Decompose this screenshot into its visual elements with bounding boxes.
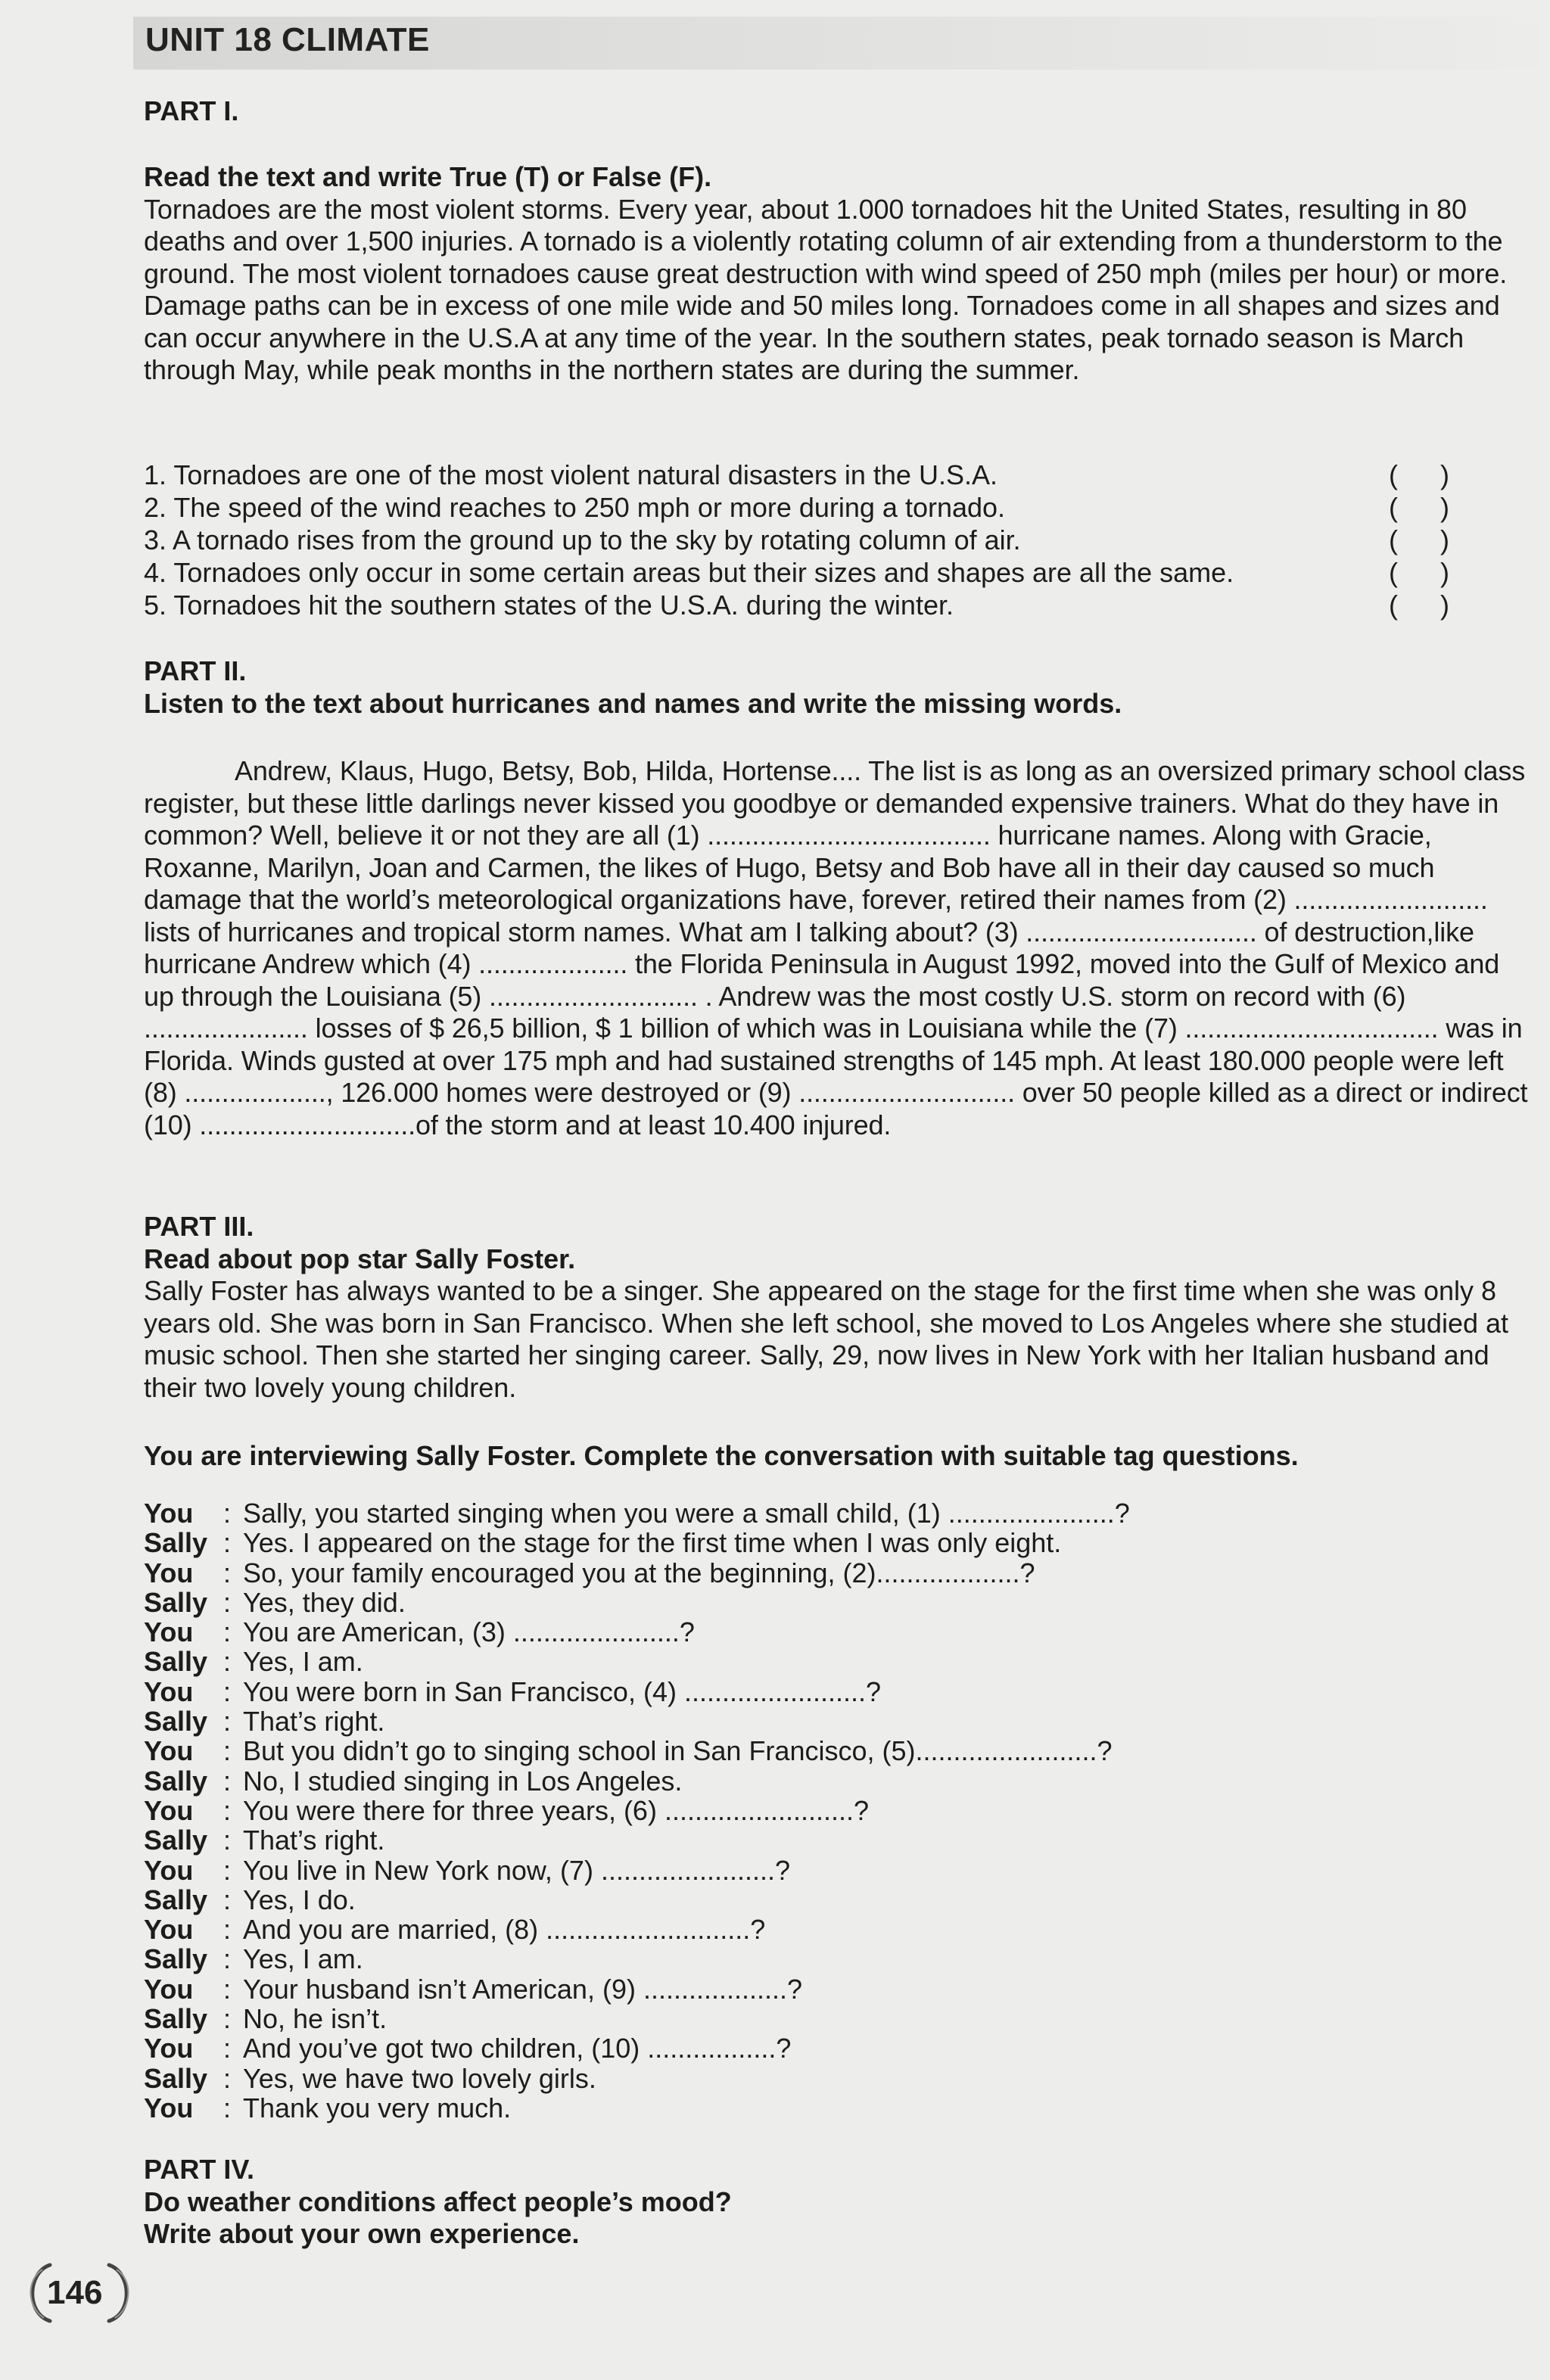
line-text: Yes, I do.	[243, 1884, 356, 1915]
speaker: You	[144, 1854, 194, 1886]
statement-text: 5. Tornadoes hit the southern states of the U.S.A. during the winter.	[144, 590, 954, 621]
answer-blank[interactable]: ( )	[1389, 557, 1449, 588]
statement-1	[144, 459, 1530, 492]
statement-text: 3. A tornado rises from the ground up to the sky by rotating column of air.	[144, 524, 1021, 555]
statement-3	[144, 524, 1530, 557]
page-number: 146	[47, 2274, 103, 2311]
speaker: You	[144, 1735, 194, 1767]
answer-blank[interactable]: ( )	[1389, 524, 1449, 555]
statement-2	[144, 492, 1530, 524]
line-text: No, he isn’t.	[243, 2003, 388, 2035]
speaker: Sally	[144, 1586, 208, 1618]
speaker: Sally	[144, 2062, 208, 2094]
speaker: Sally	[144, 1527, 208, 1559]
part-2-cloze	[144, 755, 1530, 1141]
line-text: But you didn’t go to singing school in San Francisco, (5)........................?	[243, 1735, 1113, 1767]
dialogue-line: Sally : That’s right.	[144, 1706, 385, 1738]
line-text: So, your family encouraged you at the beginning, (2)...................?	[243, 1557, 1035, 1588]
statement-text: 4. Tornadoes only occur in some certain areas but their sizes and shapes are all the same.	[144, 557, 1234, 588]
part-1-instruction: Read the text and write True (T) or False (F).	[144, 161, 712, 192]
speaker: You	[144, 1675, 194, 1707]
part-3-reading-text: Sally Foster has always wanted to be a singer. She appeared on the stage for the first time when she was only 8 years old. She was born in San Francisco. When she left school, she moved to Los Angeles where she studied at music school. Then she started her singing career. Sally, 29, now lives in New York with her Italian husband and their two lovely young children.	[144, 1275, 1509, 1403]
statement-4	[144, 557, 1530, 590]
speaker: Sally	[144, 1884, 208, 1915]
dialogue-line: You : You were born in San Francisco, (4) ........................?	[144, 1675, 882, 1707]
dialogue-line: You : Sally, you started singing when you were a small child, (1) ......................?	[144, 1498, 1130, 1529]
dialogue-line: Sally : That’s right.	[144, 1825, 385, 1856]
line-text: Thank you very much.	[243, 2092, 512, 2123]
part-1-label: PART I.	[144, 95, 239, 126]
line-text: And you’ve got two children, (10) .................?	[243, 2033, 792, 2064]
line-text: You were there for three years, (6) .........................?	[243, 1794, 870, 1826]
dialogue-line: You : And you are married, (8) ...........................?	[144, 1914, 766, 1946]
part-3-label: PART III.	[144, 1211, 254, 1242]
line-text: You are American, (3) ......................?	[243, 1616, 695, 1648]
speaker: Sally	[144, 1706, 208, 1738]
part-2-label: PART II.	[144, 655, 247, 686]
speaker: Sally	[144, 1765, 208, 1797]
speaker: You	[144, 1616, 194, 1648]
answer-blank[interactable]: ( )	[1389, 492, 1449, 523]
statement-5	[144, 590, 1530, 622]
speaker: Sally	[144, 1825, 208, 1856]
line-text: Yes, they did.	[243, 1586, 406, 1618]
speaker: Sally	[144, 1943, 208, 1975]
dialogue-line: Sally : Yes, we have two lovely girls.	[144, 2062, 596, 2094]
part-3-instruction: Read about pop star Sally Foster.	[144, 1243, 576, 1274]
part-1-statements	[144, 459, 1530, 622]
part-4-label: PART IV.	[144, 2154, 255, 2185]
line-text: Yes. I appeared on the stage for the first time when I was only eight.	[243, 1527, 1062, 1559]
dialogue-line: Sally : No, I studied singing in Los Angeles.	[144, 1765, 683, 1797]
speaker: You	[144, 1557, 194, 1588]
dialogue-line: You : Your husband isn’t American, (9) ...................?	[144, 1973, 803, 2005]
speaker: You	[144, 1973, 194, 2005]
unit-title: UNIT 18 CLIMATE	[145, 21, 430, 58]
speaker: You	[144, 2033, 194, 2064]
line-text: You were born in San Francisco, (4) ........................?	[243, 1675, 882, 1707]
dialogue-line: You : Thank you very much.	[144, 2092, 512, 2123]
speaker: You	[144, 1914, 194, 1946]
dialogue-line: Sally : Yes, I do.	[144, 1884, 356, 1915]
unit-header-band	[133, 17, 1542, 70]
part-4-section	[144, 2154, 1530, 2251]
part-2-cloze-text: Andrew, Klaus, Hugo, Betsy, Bob, Hilda, Hortense.... The list is as long as an oversized primary school class register, but these little darlings never kissed you goodbye or demanded expensive trainers. What do they have in common? Well, believe it or not they are all (1) ...................................... hurricane names. Along with Gracie, Roxanne, Marilyn, Joan and Carmen, the likes of Hugo, Betsy and Bob have all in their day caused so much damage that the world’s meteorological organizations have, forever, retired their names from (2) .......................... lists of hurricanes and tropical storm names. What am I talking about? (3) ............................... of destruction,like hurricane Andrew which (4) .................... the Florida Peninsula in August 1992, moved into the Gulf of Mexico and up through the Louisiana (5) ............................ . Andrew was the most costly U.S. storm on record with (6) ...................... losses of $ 26,5 billion, $ 1 billion of which was in Louisiana while the (7) .................................. was in Florida. Winds gusted at over 175 mph and had sustained strengths of 145 mph. At least 180.000 people were left (8) ..................., 126.000 homes were destroyed or (9) ............................. over 50 people killed as a direct or indirect (10) .............................of the storm and at least 10.400 injured.	[144, 755, 1528, 1140]
dialogue-line: Sally : Yes, I am.	[144, 1646, 363, 1678]
line-text: That’s right.	[243, 1825, 385, 1856]
answer-blank[interactable]: ( )	[1389, 459, 1449, 490]
dialogue-line: You : You live in New York now, (7) .......................?	[144, 1854, 791, 1886]
dialogue-line: You : But you didn’t go to singing school in San Francisco, (5)........................?	[144, 1735, 1113, 1767]
part-1-heading	[144, 95, 1530, 128]
dialogue-line: Sally : Yes. I appeared on the stage for the first time when I was only eight.	[144, 1527, 1062, 1559]
part-1-reading-text: Tornadoes are the most violent storms. Every year, about 1.000 tornadoes hit the United States, resulting in 80 deaths and over 1,500 injuries. A tornado is a violently rotating column of air extending from a thunderstorm to the ground. The most violent tornadoes cause great destruction with wind speed of 250 mph (miles per hour) or more. Damage paths can be in excess of one mile wide and 50 miles long. Tornadoes come in all shapes and sizes and can occur anywhere in the U.S.A at any time of the year. In the southern states, peak tornado season is March through May, while peak months in the northern states are during the summer.	[144, 193, 1508, 385]
dialogue-line: Sally : Yes, they did.	[144, 1586, 406, 1618]
line-text: Your husband isn’t American, (9) ...................?	[243, 1973, 803, 2005]
dialogue-line: You : And you’ve got two children, (10) .................?	[144, 2033, 792, 2064]
line-text: That’s right.	[243, 1706, 385, 1738]
speaker: You	[144, 1794, 194, 1826]
line-text: You live in New York now, (7) .......................?	[243, 1854, 791, 1886]
line-text: No, I studied singing in Los Angeles.	[243, 1765, 683, 1797]
line-text: Yes, we have two lovely girls.	[243, 2062, 596, 2094]
dialogue-line: You : You are American, (3) ......................?	[144, 1616, 695, 1648]
part-4-instruction: Write about your own experience.	[144, 2218, 580, 2249]
speaker: Sally	[144, 2003, 208, 2035]
part-3-task	[144, 1440, 1530, 1473]
part-2-section	[144, 655, 1530, 720]
answer-blank[interactable]: ( )	[1389, 590, 1449, 621]
dialogue-line: You : So, your family encouraged you at the beginning, (2)...................?	[144, 1557, 1035, 1588]
dialogue-line: Sally : No, he isn’t.	[144, 2003, 388, 2035]
line-text: And you are married, (8) ...........................?	[243, 1914, 766, 1946]
line-text: Sally, you started singing when you were a small child, (1) ......................?	[243, 1498, 1130, 1529]
speaker: Sally	[144, 1646, 208, 1678]
page-number-badge	[20, 2259, 133, 2327]
part-2-instruction: Listen to the text about hurricanes and names and write the missing words.	[144, 687, 1122, 719]
part-3-instruction-2: You are interviewing Sally Foster. Complete the conversation with suitable tag questions.	[144, 1440, 1299, 1471]
speaker: You	[144, 2092, 194, 2123]
statement-text: 1. Tornadoes are one of the most violent natural disasters in the U.S.A.	[144, 459, 998, 490]
dialogue-line: You : You were there for three years, (6) .........................?	[144, 1794, 870, 1826]
line-text: Yes, I am.	[243, 1646, 363, 1678]
part-4-question: Do weather conditions affect people’s mood?	[144, 2186, 732, 2217]
part-3-section	[144, 1211, 1530, 1404]
statement-text: 2. The speed of the wind reaches to 250 mph or more during a tornado.	[144, 492, 1006, 523]
speaker: You	[144, 1498, 194, 1529]
line-text: Yes, I am.	[243, 1943, 363, 1975]
dialogue-line: Sally : Yes, I am.	[144, 1943, 363, 1975]
interview-dialogue	[144, 1498, 1530, 2123]
part-1-section	[144, 161, 1530, 387]
